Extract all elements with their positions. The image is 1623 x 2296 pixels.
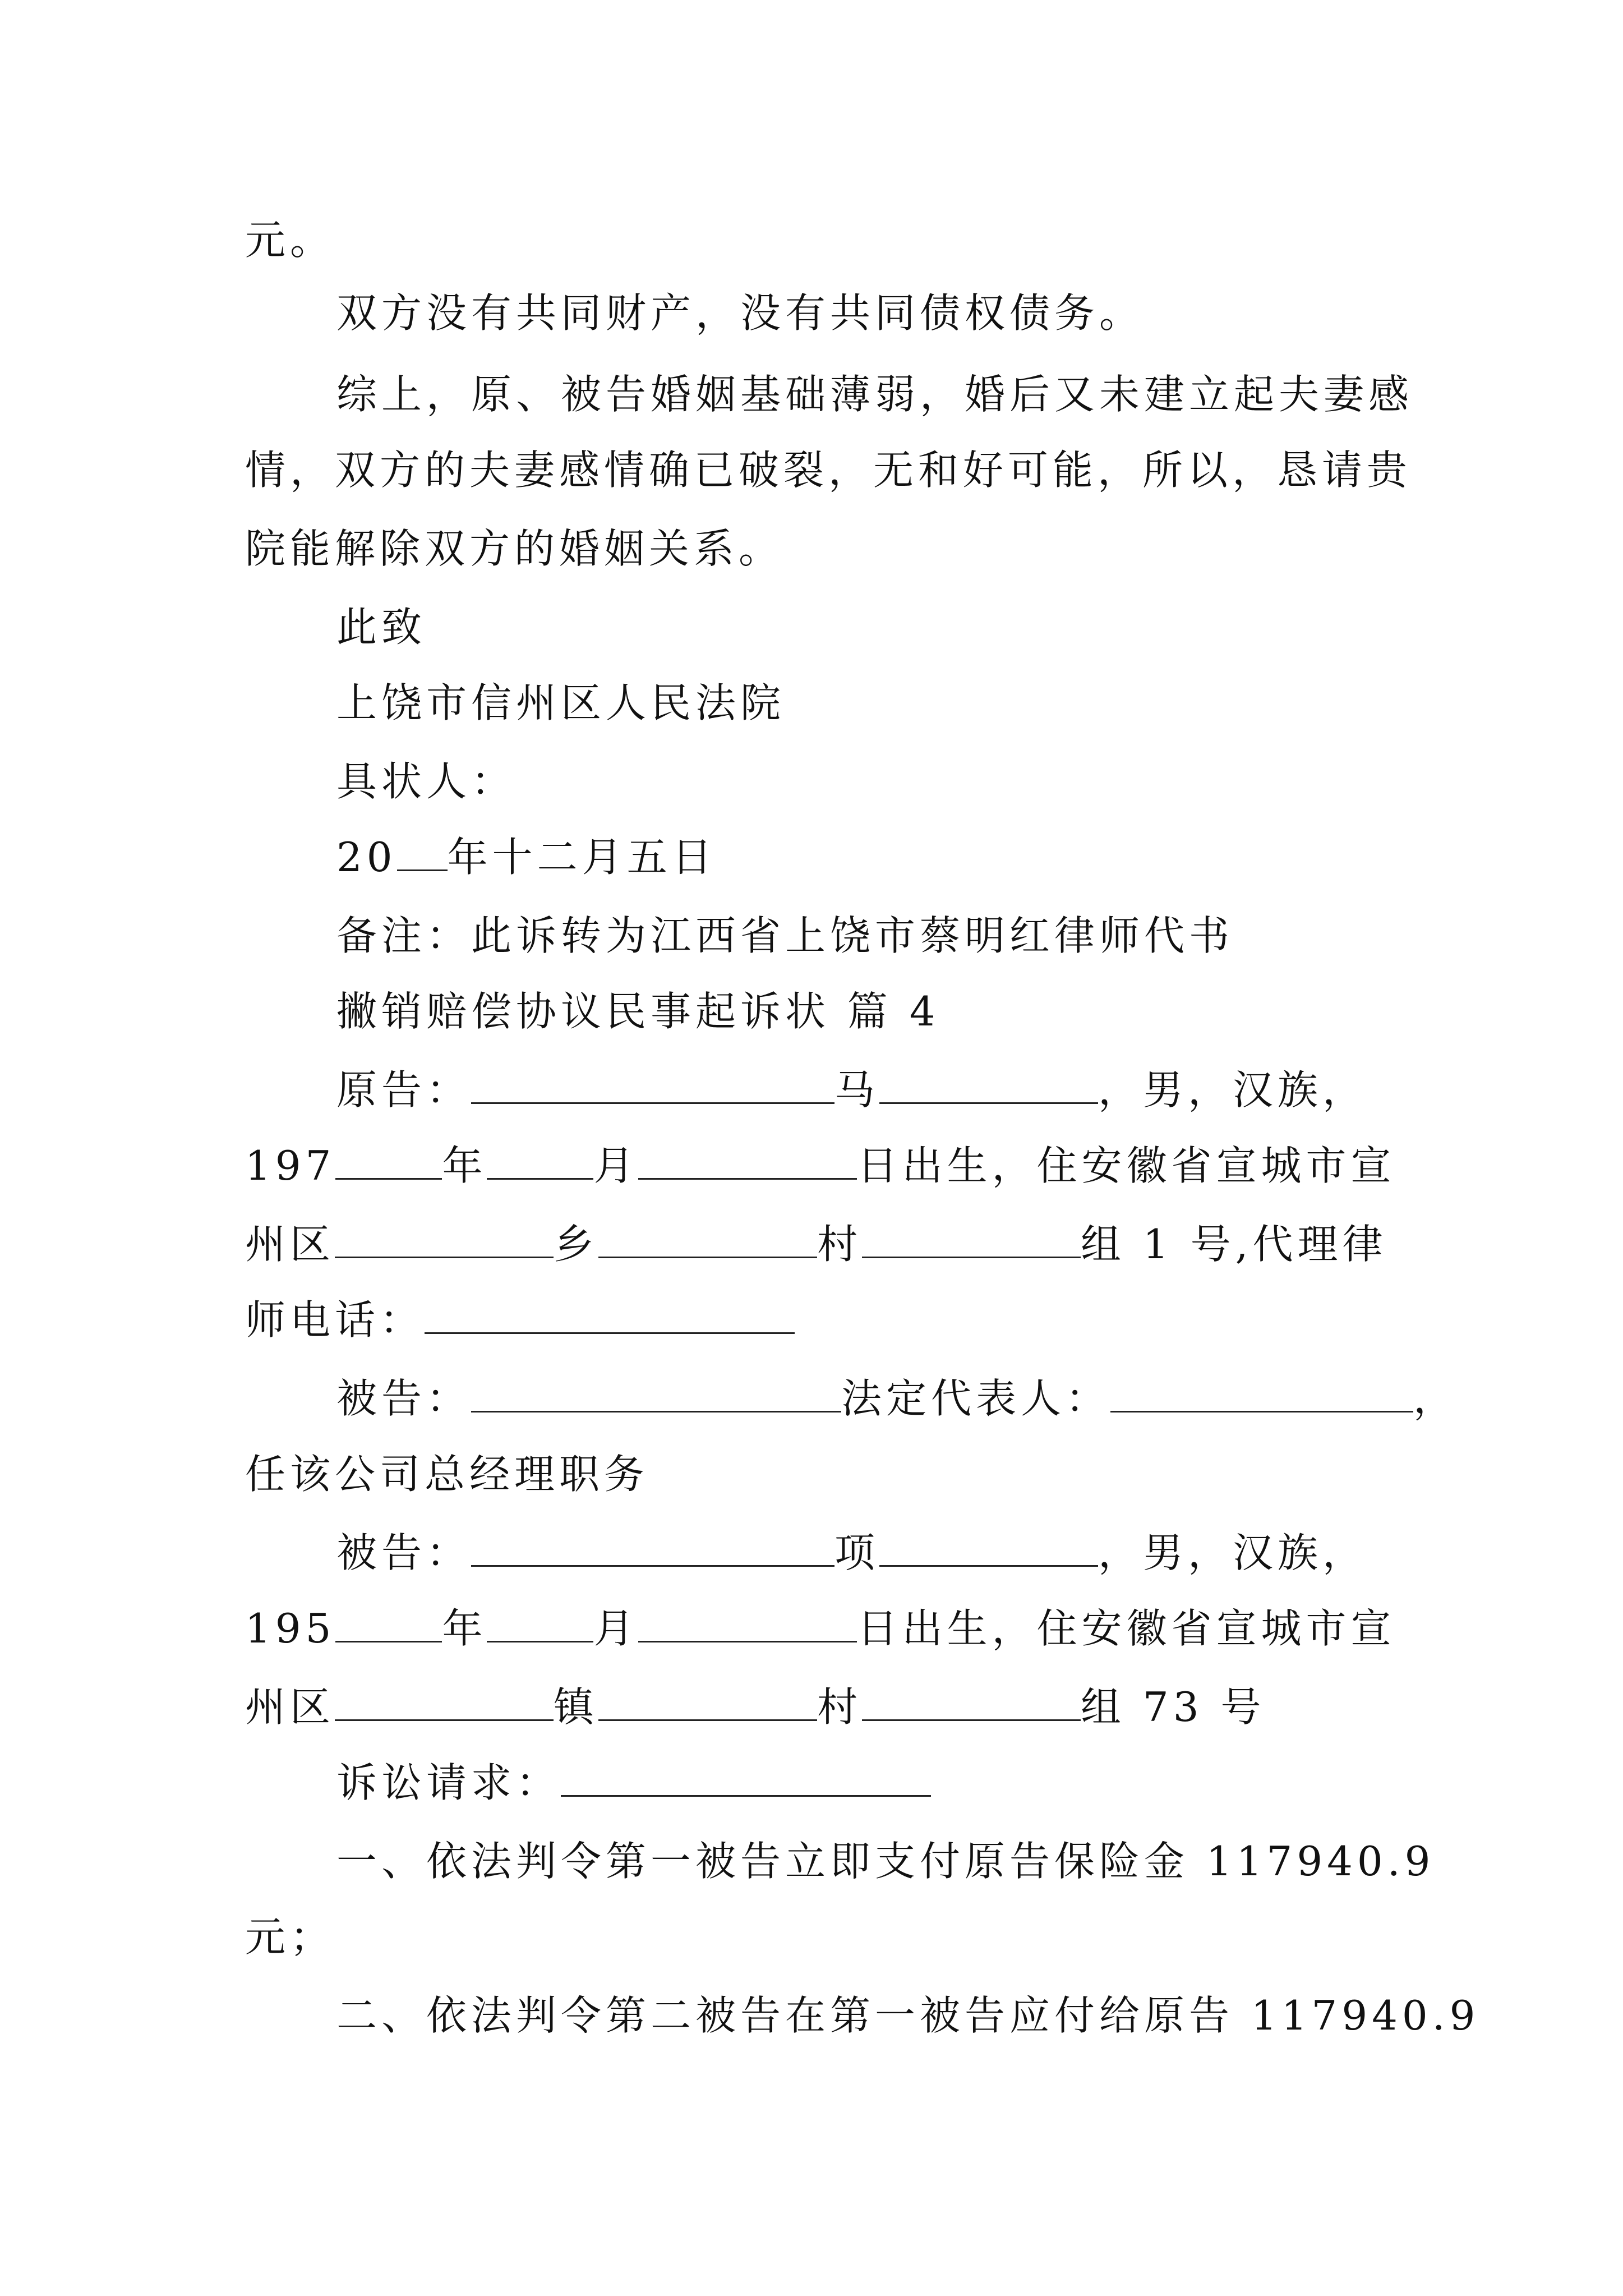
text-line	[245, 1138, 1395, 1194]
text-line	[336, 983, 940, 1039]
line-text: 元；	[245, 1913, 335, 1961]
line-text: 项	[834, 1529, 880, 1576]
line-text: 撇销赔偿协议民事起诉状 篇 4	[336, 988, 940, 1035]
line-text: 20	[336, 834, 397, 881]
text-line	[245, 521, 783, 577]
line-text: 师电话：	[245, 1296, 425, 1343]
line-text: 院能解除双方的婚姻关系。	[245, 525, 784, 572]
line-text: 日出生，住安徽省宣城市宣	[857, 1605, 1396, 1652]
text-line	[336, 1062, 1367, 1118]
fill-in-blank	[879, 1530, 1098, 1567]
line-text: 二、依法判令第二被告在第一被告应付给原告 117940.9	[336, 1992, 1480, 2039]
line-text: 年	[442, 1605, 487, 1652]
line-text: 元。	[245, 217, 335, 264]
line-text: 月	[593, 1142, 639, 1189]
fill-in-blank	[598, 1685, 817, 1721]
fill-in-blank	[638, 1606, 857, 1642]
fill-in-blank	[561, 1760, 931, 1797]
line-text: 情，双方的夫妻感情确已破裂，无和好可能，所以，恳请贵	[245, 447, 1412, 494]
line-text: 任该公司总经理职务	[245, 1451, 649, 1498]
line-text: 原告：	[336, 1066, 472, 1114]
text-line	[336, 753, 516, 809]
line-text: 年	[442, 1142, 487, 1189]
text-line	[245, 1292, 795, 1348]
fill-in-blank	[335, 1606, 442, 1642]
text-line	[336, 829, 717, 885]
fill-in-blank	[879, 1068, 1098, 1104]
fill-in-blank	[598, 1222, 817, 1258]
fill-in-blank	[638, 1143, 857, 1180]
fill-in-blank	[487, 1606, 593, 1642]
text-line	[245, 1216, 1387, 1272]
fill-in-blank	[1110, 1376, 1413, 1412]
text-line	[336, 1833, 1435, 1889]
line-text: 月	[593, 1605, 639, 1652]
text-line	[245, 1600, 1395, 1657]
line-text: 组 73 号	[1081, 1683, 1266, 1731]
line-text: ，男，汉族，	[1098, 1066, 1368, 1114]
fill-in-blank	[425, 1297, 795, 1334]
fill-in-blank	[335, 1685, 554, 1721]
line-text: 此致	[336, 604, 427, 651]
line-text: 日出生，住安徽省宣城市宣	[857, 1142, 1396, 1189]
line-text: 马	[834, 1066, 880, 1114]
text-line	[336, 366, 1413, 422]
line-text: 年十二月五日	[447, 834, 717, 881]
line-text: 上饶市信州区人民法院	[336, 679, 786, 726]
line-text: ，男，汉族，	[1098, 1529, 1368, 1576]
fill-in-blank	[862, 1685, 1081, 1721]
line-text: 综上，原、被告婚姻基础薄弱，婚后又未建立起夫妻感	[336, 371, 1414, 418]
text-line	[336, 1755, 931, 1811]
line-text: 州区	[245, 1683, 335, 1731]
text-line	[245, 1679, 1265, 1735]
text-line	[336, 908, 1234, 964]
line-text: 村	[817, 1683, 863, 1731]
fill-in-blank	[335, 1143, 442, 1180]
text-line	[245, 1909, 335, 1965]
text-line	[336, 1525, 1367, 1581]
line-text: 组 1 号,代理律	[1081, 1221, 1387, 1268]
line-text: ，	[1413, 1375, 1459, 1422]
fill-in-blank	[862, 1222, 1081, 1258]
line-text: 法定代表人：	[841, 1375, 1111, 1422]
line-text: 195	[245, 1605, 336, 1652]
line-text: 镇	[554, 1683, 599, 1731]
line-text: 被告：	[336, 1529, 472, 1576]
line-text: 村	[817, 1221, 863, 1268]
line-text: 州区	[245, 1221, 335, 1268]
fill-in-blank	[335, 1222, 554, 1258]
line-text: 诉讼请求：	[336, 1759, 561, 1806]
line-text: 具状人：	[336, 758, 517, 805]
text-line	[336, 285, 1144, 341]
line-text: 备注：此诉转为江西省上饶市蔡明红律师代书	[336, 912, 1234, 959]
text-line	[245, 1446, 649, 1502]
fill-in-blank	[471, 1068, 834, 1104]
text-line	[245, 442, 1412, 498]
text-line	[336, 1370, 1458, 1427]
fill-in-blank	[397, 835, 448, 871]
text-line	[336, 675, 785, 731]
line-text: 双方没有共同财产，没有共同债权债务。	[336, 289, 1145, 337]
text-line	[336, 599, 426, 655]
line-text: 一、依法判令第一被告立即支付原告保险金 117940.9	[336, 1838, 1435, 1885]
fill-in-blank	[487, 1143, 593, 1180]
fill-in-blank	[471, 1376, 841, 1412]
fill-in-blank	[471, 1530, 834, 1567]
text-line	[245, 212, 335, 268]
line-text: 乡	[554, 1221, 599, 1268]
line-text: 被告：	[336, 1375, 472, 1422]
text-line	[336, 1987, 1479, 2044]
line-text: 197	[245, 1142, 336, 1189]
